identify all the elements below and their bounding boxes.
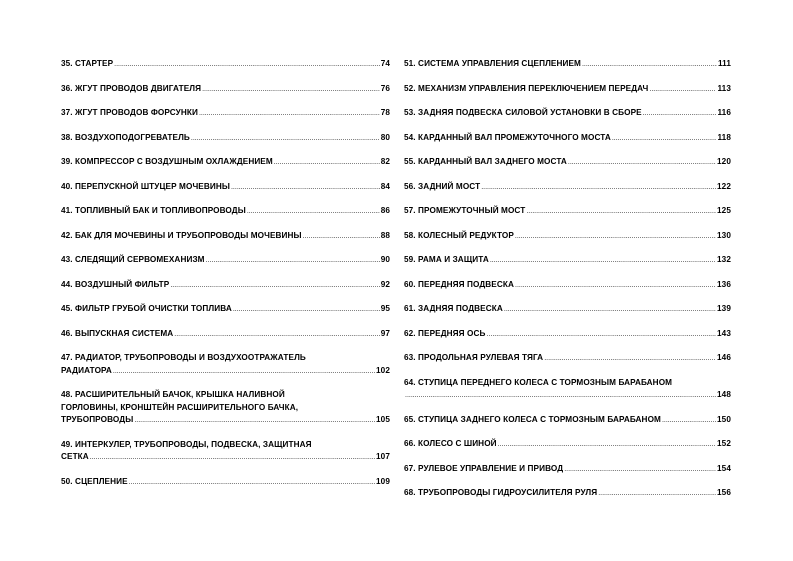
leader-dots (662, 415, 716, 428)
toc-page-number: 156 (717, 488, 731, 497)
toc-entry-title: 44. ВОЗДУШНЫЙ ФИЛЬТР (61, 279, 170, 289)
toc-page-number: 146 (717, 353, 731, 362)
toc-page-number: 122 (717, 181, 731, 191)
toc-entry[interactable] (61, 83, 390, 97)
leader-dots (134, 415, 375, 428)
leader-dots (568, 157, 716, 170)
toc-entry[interactable] (404, 279, 731, 293)
toc-page-number: 116 (717, 108, 731, 117)
toc-entry[interactable] (61, 132, 390, 146)
toc-page-number: 111 (717, 59, 731, 68)
toc-page-number: 97 (380, 328, 390, 338)
toc-page-number: 95 (380, 304, 390, 313)
toc-entry-title-line: 49. ИНТЕРКУЛЕР, ТРУБОПРОВОДЫ, ПОДВЕСКА, ЗАЩИТНАЯ (61, 439, 312, 449)
leader-dots (612, 133, 717, 146)
toc-entry-title: 59. РАМА И ЗАЩИТА (404, 255, 489, 264)
toc-entry-title: 50. СЦЕПЛЕНИЕ (61, 476, 128, 486)
toc-entry-title: 58. КОЛЕСНЫЙ РЕДУКТОР (404, 230, 514, 240)
leader-dots (202, 84, 380, 97)
toc-entry-title: 61. ЗАДНЯЯ ПОДВЕСКА (404, 304, 503, 313)
toc-entry[interactable] (61, 476, 390, 490)
leader-dots (247, 206, 380, 219)
toc-page-number: 154 (717, 463, 731, 473)
toc-entry-title: 64. СТУПИЦА ПЕРЕДНЕГО КОЛЕСА С ТОРМОЗНЫМ БАРАБАНОМ (404, 377, 673, 387)
toc-page-number: 78 (380, 108, 390, 117)
leader-dots (649, 84, 716, 97)
leader-dots (274, 157, 380, 170)
toc-entry[interactable] (404, 463, 731, 477)
toc-entry[interactable] (61, 156, 390, 170)
toc-page-number: 86 (380, 206, 390, 215)
toc-entry-title: ТРУБОПРОВОДЫ (61, 415, 134, 424)
toc-entry[interactable] (404, 58, 731, 72)
leader-dots (498, 439, 716, 452)
toc-page-number: 90 (380, 255, 390, 264)
leader-dots (231, 182, 380, 195)
toc-entry-title: 55. КАРДАННЫЙ ВАЛ ЗАДНЕГО МОСТА (404, 157, 567, 166)
leader-dots (199, 108, 380, 121)
leader-dots (486, 329, 716, 342)
leader-dots (598, 488, 716, 501)
leader-dots (233, 304, 380, 317)
toc-page-number: 148 (717, 390, 731, 399)
leader-dots (191, 133, 380, 146)
leader-dots (490, 255, 716, 268)
toc-page-number: 125 (717, 206, 731, 215)
toc-entry-title: 37. ЖГУТ ПРОВОДОВ ФОРСУНКИ (61, 108, 198, 117)
toc-page-number: 88 (380, 230, 390, 240)
toc-entry[interactable] (404, 205, 731, 219)
toc-page-number: 143 (717, 328, 731, 338)
toc-page-number: 139 (717, 304, 731, 313)
leader-dots (129, 477, 375, 490)
leader-dots (174, 329, 379, 342)
toc-entry-title: 52. МЕХАНИЗМ УПРАВЛЕНИЯ ПЕРЕКЛЮЧЕНИЕМ ПЕРЕДАЧ (404, 83, 649, 93)
leader-dots (515, 280, 716, 293)
toc-entry[interactable] (61, 58, 390, 72)
toc-page-number: 76 (380, 83, 390, 93)
leader-dots (113, 366, 375, 379)
toc-page-number: 152 (717, 439, 731, 448)
toc-entry-title: 39. КОМПРЕССОР С ВОЗДУШНЫМ ОХЛАЖДЕНИЕМ (61, 157, 273, 166)
leader-dots (90, 452, 375, 465)
leader-dots (481, 182, 716, 195)
toc-entry[interactable] (61, 230, 390, 244)
leader-dots (582, 59, 717, 72)
toc-entry-title: 60. ПЕРЕДНЯЯ ПОДВЕСКА (404, 279, 514, 289)
toc-page-number: 105 (376, 415, 390, 424)
toc-entry-title: 41. ТОПЛИВНЫЙ БАК И ТОПЛИВОПРОВОДЫ (61, 206, 246, 215)
toc-entry-title: 40. ПЕРЕПУСКНОЙ ШТУЦЕР МОЧЕВИНЫ (61, 181, 230, 191)
toc-entry[interactable] (404, 181, 731, 195)
toc-page-number: 74 (380, 59, 390, 68)
toc-page-number: 132 (717, 255, 731, 264)
toc-entry[interactable] (61, 279, 390, 293)
toc-entry[interactable] (404, 254, 731, 268)
toc-page-number: 84 (380, 181, 390, 191)
toc-entry[interactable] (404, 230, 731, 244)
toc-page-number: 109 (376, 476, 390, 486)
leader-dots (564, 464, 716, 477)
toc-page-number: 92 (380, 279, 390, 289)
leader-dots (515, 231, 716, 244)
toc-left-column (61, 58, 390, 500)
leader-dots (544, 353, 716, 366)
toc-entry-title: 63. ПРОДОЛЬНАЯ РУЛЕВАЯ ТЯГА (404, 353, 544, 362)
leader-dots (170, 280, 379, 293)
toc-entry[interactable] (61, 107, 390, 121)
leader-dots (504, 304, 716, 317)
toc-entry[interactable] (61, 254, 390, 268)
toc-entry[interactable] (404, 156, 731, 170)
toc-entry[interactable] (404, 303, 731, 317)
toc-entry-title-line: 47. РАДИАТОР, ТРУБОПРОВОДЫ И ВОЗДУХООТРАЖАТЕЛЬ (61, 353, 306, 362)
toc-entry[interactable] (404, 328, 731, 342)
toc-entry[interactable] (404, 377, 731, 403)
leader-dots (114, 59, 380, 72)
toc-entry-title: 38. ВОЗДУХОПОДОГРЕВАТЕЛЬ (61, 132, 190, 142)
toc-entry-title: 57. ПРОМЕЖУТОЧНЫЙ МОСТ (404, 206, 526, 215)
toc-entry[interactable] (61, 352, 390, 378)
toc-entry-title: 35. СТАРТЕР (61, 59, 114, 68)
toc-entry-title: 62. ПЕРЕДНЯЯ ОСЬ (404, 328, 486, 338)
leader-dots (643, 108, 717, 121)
leader-dots (405, 390, 716, 403)
toc-page-number: 82 (380, 157, 390, 166)
toc-entry[interactable] (404, 352, 731, 366)
toc-page-number: 120 (717, 157, 731, 166)
toc-entry[interactable] (404, 132, 731, 146)
toc-page-number: 80 (380, 132, 390, 142)
toc-entry[interactable] (61, 328, 390, 342)
toc-page-number: 118 (717, 132, 731, 142)
toc-entry-title: РАДИАТОРА (61, 365, 112, 375)
toc-entry-title: СЕТКА (61, 452, 89, 461)
leader-dots (206, 255, 380, 268)
toc-entry-title: 45. ФИЛЬТР ГРУБОЙ ОЧИСТКИ ТОПЛИВА (61, 304, 232, 313)
toc-entry-title: 68. ТРУБОПРОВОДЫ ГИДРОУСИЛИТЕЛЯ РУЛЯ (404, 488, 598, 497)
toc-entry[interactable] (404, 107, 731, 121)
toc-entry-title: 56. ЗАДНИЙ МОСТ (404, 181, 481, 191)
toc-entry[interactable] (61, 303, 390, 317)
toc-entry-title-line: ГОРЛОВИНЫ, КРОНШТЕЙН РАСШИРИТЕЛЬНОГО БАЧКА, (61, 402, 299, 412)
toc-entry-title: 51. СИСТЕМА УПРАВЛЕНИЯ СЦЕПЛЕНИЕМ (404, 59, 581, 68)
toc-page-number: 113 (717, 83, 731, 93)
toc-page-number: 107 (376, 452, 390, 461)
toc-page-number: 102 (376, 365, 390, 375)
toc-entry-title: 43. СЛЕДЯЩИЙ СЕРВОМЕХАНИЗМ (61, 255, 205, 264)
toc-entry-title: 46. ВЫПУСКНАЯ СИСТЕМА (61, 328, 174, 338)
toc-page-number: 136 (717, 279, 731, 289)
toc-entry-title: 42. БАК ДЛЯ МОЧЕВИНЫ И ТРУБОПРОВОДЫ МОЧЕВИНЫ (61, 230, 302, 240)
toc-page-number: 150 (717, 414, 731, 424)
toc-entry-title: 54. КАРДАННЫЙ ВАЛ ПРОМЕЖУТОЧНОГО МОСТА (404, 132, 611, 142)
toc-entry-title: 36. ЖГУТ ПРОВОДОВ ДВИГАТЕЛЯ (61, 83, 202, 93)
toc-entry[interactable] (404, 414, 731, 428)
toc-entry[interactable] (404, 438, 731, 452)
toc-entry-title: 67. РУЛЕВОЕ УПРАВЛЕНИЕ И ПРИВОД (404, 463, 564, 473)
toc-entry-title: 65. СТУПИЦА ЗАДНЕГО КОЛЕСА С ТОРМОЗНЫМ БАРАБАНОМ (404, 414, 661, 424)
leader-dots (303, 231, 380, 244)
toc-entry[interactable] (404, 83, 731, 97)
leader-dots (526, 206, 716, 219)
toc-right-column (404, 58, 731, 512)
toc-entry[interactable] (61, 181, 390, 195)
toc-entry[interactable] (61, 439, 390, 465)
toc-page-number: 130 (717, 230, 731, 240)
toc-entry-title: 66. КОЛЕСО С ШИНОЙ (404, 439, 497, 448)
toc-entry-title-line: 48. РАСШИРИТЕЛЬНЫЙ БАЧОК, КРЫШКА НАЛИВНОЙ (61, 390, 285, 399)
toc-entry-title: 53. ЗАДНЯЯ ПОДВЕСКА СИЛОВОЙ УСТАНОВКИ В СБОРЕ (404, 108, 642, 117)
toc-entry[interactable] (61, 205, 390, 219)
toc-entry[interactable] (61, 389, 390, 428)
toc-entry[interactable] (404, 487, 731, 501)
